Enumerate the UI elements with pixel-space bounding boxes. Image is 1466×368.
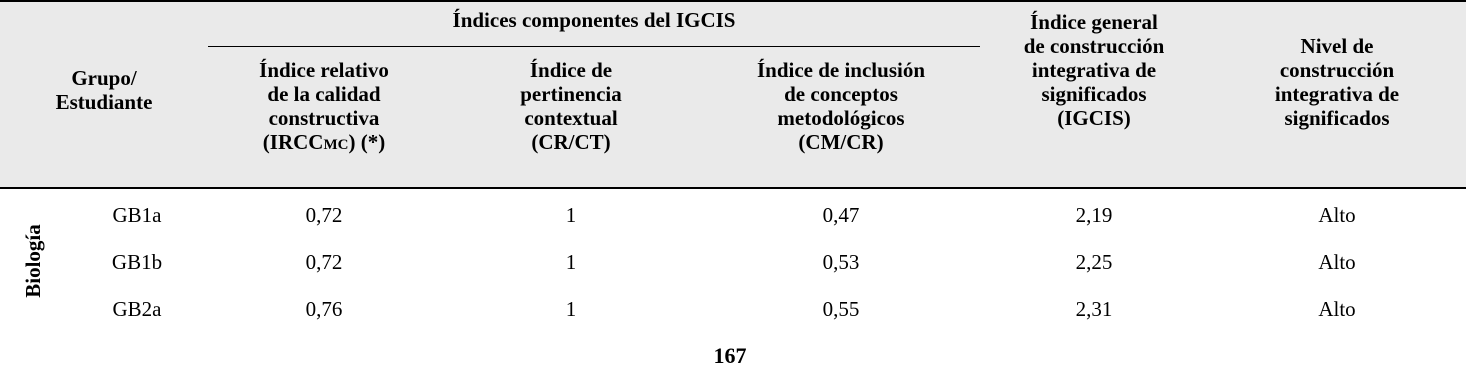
header-general-index: Índice general de construcción integrativa de significados (IGCIS)	[1023, 10, 1165, 130]
cell-inclusion: 0,47	[822, 203, 860, 227]
page-number-text: 167	[713, 343, 747, 368]
header-ircc	[208, 58, 440, 157]
header-ircc-prefix: (IRCC	[262, 130, 324, 154]
header-components-title: Índices componentes del IGCIS	[452, 8, 736, 32]
header-pertinence: Índice de pertinencia contextual (CR/CT)	[520, 58, 622, 154]
cell-inclusion: 0,53	[822, 250, 860, 274]
header-ircc-suffix: ) (*)	[348, 130, 386, 154]
header-group-student: Grupo/ Estudiante	[55, 66, 153, 114]
cell-level: Alto	[1318, 250, 1356, 274]
cell-pertinence: 1	[565, 250, 577, 274]
cell-student: GB1b	[111, 250, 163, 274]
cell-igcis: 2,19	[1075, 203, 1113, 227]
header-bottom-rule	[0, 187, 1466, 189]
cell-ircc: 0,72	[305, 203, 343, 227]
header-level: Nivel de construcción integrativa de significados	[1274, 34, 1400, 130]
cell-student: GB1a	[112, 203, 162, 227]
page-number-fragment	[700, 343, 760, 368]
components-underline	[208, 46, 980, 47]
cell-pertinence: 1	[565, 203, 577, 227]
cell-ircc: 0,72	[305, 250, 343, 274]
header-inclusion: Índice de inclusión de conceptos metodológicos (CM/CR)	[756, 58, 926, 154]
header-ircc-text: Índice relativo de la calidad constructiva	[259, 58, 389, 130]
cell-igcis: 2,25	[1075, 250, 1113, 274]
cell-inclusion: 0,55	[822, 297, 860, 321]
group-label-biologia: Biología	[21, 224, 45, 298]
cell-level: Alto	[1318, 203, 1356, 227]
cell-igcis: 2,31	[1075, 297, 1113, 321]
cell-ircc: 0,76	[305, 297, 343, 321]
cell-student: GB2a	[112, 297, 162, 321]
table-top-rule	[0, 0, 1466, 2]
header-ircc-formula	[208, 130, 440, 157]
cell-level: Alto	[1318, 297, 1356, 321]
header-ircc-subscript: MC	[323, 137, 349, 153]
cell-pertinence: 1	[565, 297, 577, 321]
